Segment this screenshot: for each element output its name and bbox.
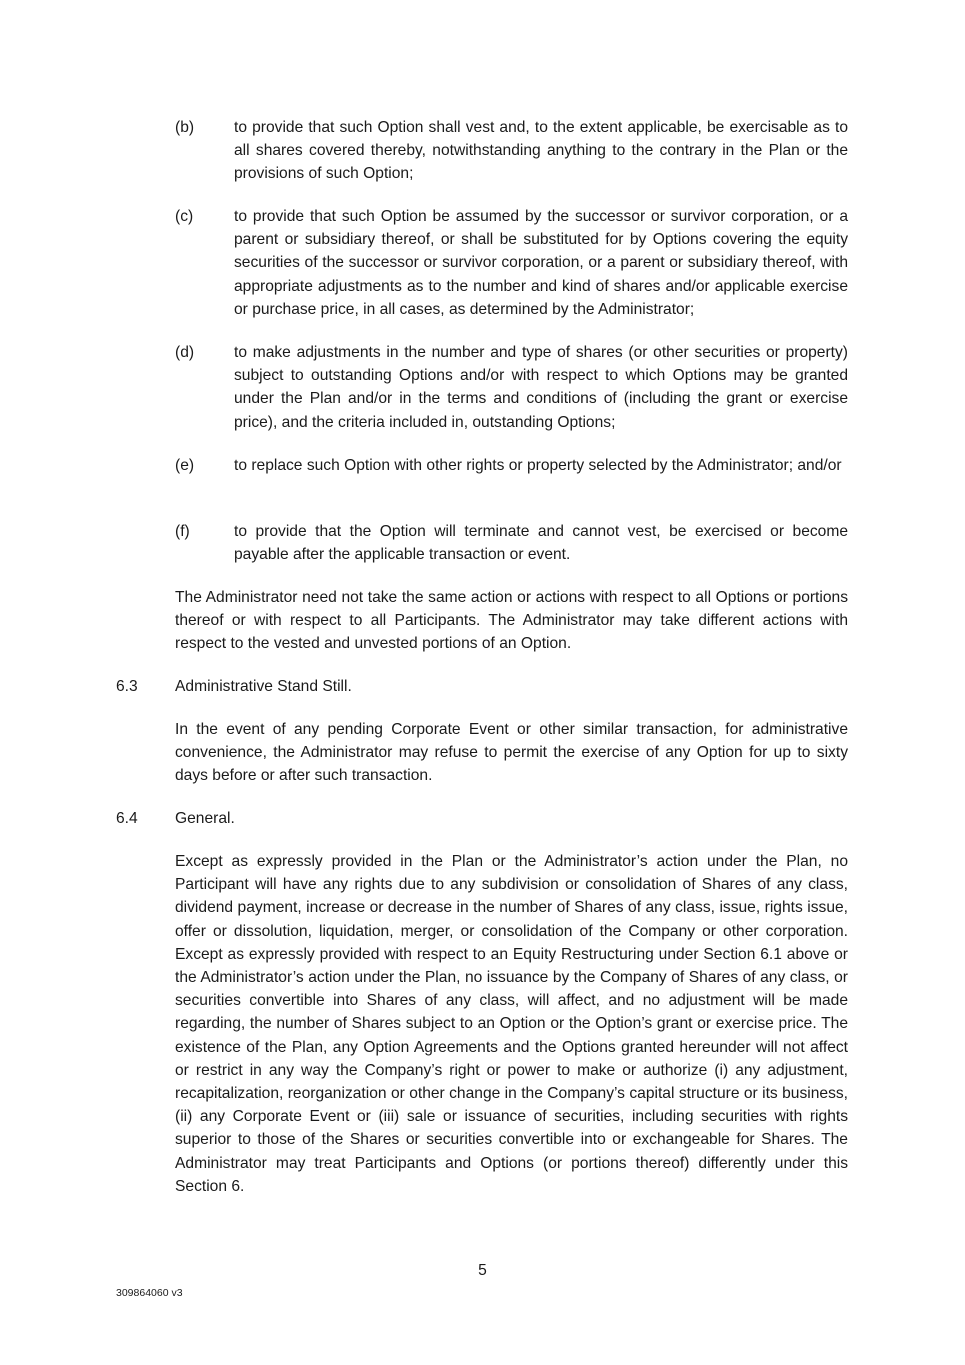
section-title: General.: [175, 810, 235, 827]
list-item-label: (f): [175, 523, 190, 540]
page-number: 5: [478, 1262, 487, 1279]
list-item-label: (b): [175, 119, 195, 136]
list-item-text: to make adjustments in the number and type of shares (or other securities or property) subject to outstanding Options and/or with respect to which Options may be granted under the Plan and/or in the terms and conditions of (including the grant or exercise price), and the criteria included in, outstanding Options;: [234, 344, 848, 431]
section-heading-6-4: [116, 807, 848, 830]
list-item-text: to replace such Option with other rights or property selected by the Administrator; and/or: [234, 457, 842, 474]
list-item-label: (e): [175, 457, 195, 474]
document-reference: 309864060 v3: [116, 1287, 183, 1299]
list-item-text: to provide that the Option will terminate and cannot vest, be exercised or become payable after the applicable transaction or event.: [234, 523, 848, 564]
section-body-6-4: Except as expressly provided in the Plan or the Administrator’s action under the Plan, no Participant will have any rights due to any subdivision or consolidation of Shares of any class, dividend payment, increase or decrease in the number of Shares of any class, issue, rights issue, offer or dissolution, liquidation, merger, or consolidation of the Company or other corporation. Except as expressly provided with respect to an Equity Restructuring under Section 6.1 above or the Administrator’s action under the Plan, no issuance by the Company of Shares of any class, or securities convertible into Shares of any class, will affect, and no adjustment will be made regarding, the number of Shares subject to an Option or the Option’s grant or exercise price. The existence of the Plan, any Option Agreements and the Options granted hereunder will not affect or restrict in any way the Company’s right or power to make or authorize (i) any adjustment, recapitalization, reorganization or other change in the Company’s capital structure or its business, (ii) any Corporate Event or (iii) sale or issuance of securities, including securities with rights superior to those of the Shares or securities convertible into or exchangeable for Shares. The Administrator may treat Participants and Options (or portions thereof) differently under this Section 6.: [175, 853, 848, 1195]
list-item-e: [175, 454, 848, 477]
list-item-c: [175, 205, 848, 321]
closing-paragraph: The Administrator need not take the same action or actions with respect to all Options or portions thereof or with respect to all Participants. The Administrator may take different actions with respect to the vested and unvested portions of an Option.: [175, 589, 848, 653]
section-heading-6-3: [116, 675, 848, 698]
list-item-text: to provide that such Option be assumed by the successor or survivor corporation, or a parent or subsidiary thereof, or shall be substituted for by Options covering the equity securities of the successor or survivor corporation, or a parent or subsidiary thereof, with appropriate adjustments as to the number and kind of shares and/or applicable exercise or purchase price, in all cases, as determined by the Administrator;: [234, 208, 848, 318]
list-item-label: (c): [175, 208, 194, 225]
section-body-6-3: In the event of any pending Corporate Event or other similar transaction, for administrative convenience, the Administrator may refuse to permit the exercise of any Option for up to sixty days before or after such transaction.: [175, 721, 848, 785]
list-item-label: (d): [175, 344, 195, 361]
list-item-d: [175, 341, 848, 434]
list-item-text: to provide that such Option shall vest and, to the extent applicable, be exercisable as to all shares covered thereby, notwithstanding anything to the contrary in the Plan or the provisions of such Option;: [234, 119, 848, 183]
section-number: 6.3: [116, 678, 138, 695]
section-number: 6.4: [116, 810, 138, 827]
list-item-b: [175, 116, 848, 186]
list-item-f: [175, 520, 848, 566]
section-title: Administrative Stand Still.: [175, 678, 352, 695]
